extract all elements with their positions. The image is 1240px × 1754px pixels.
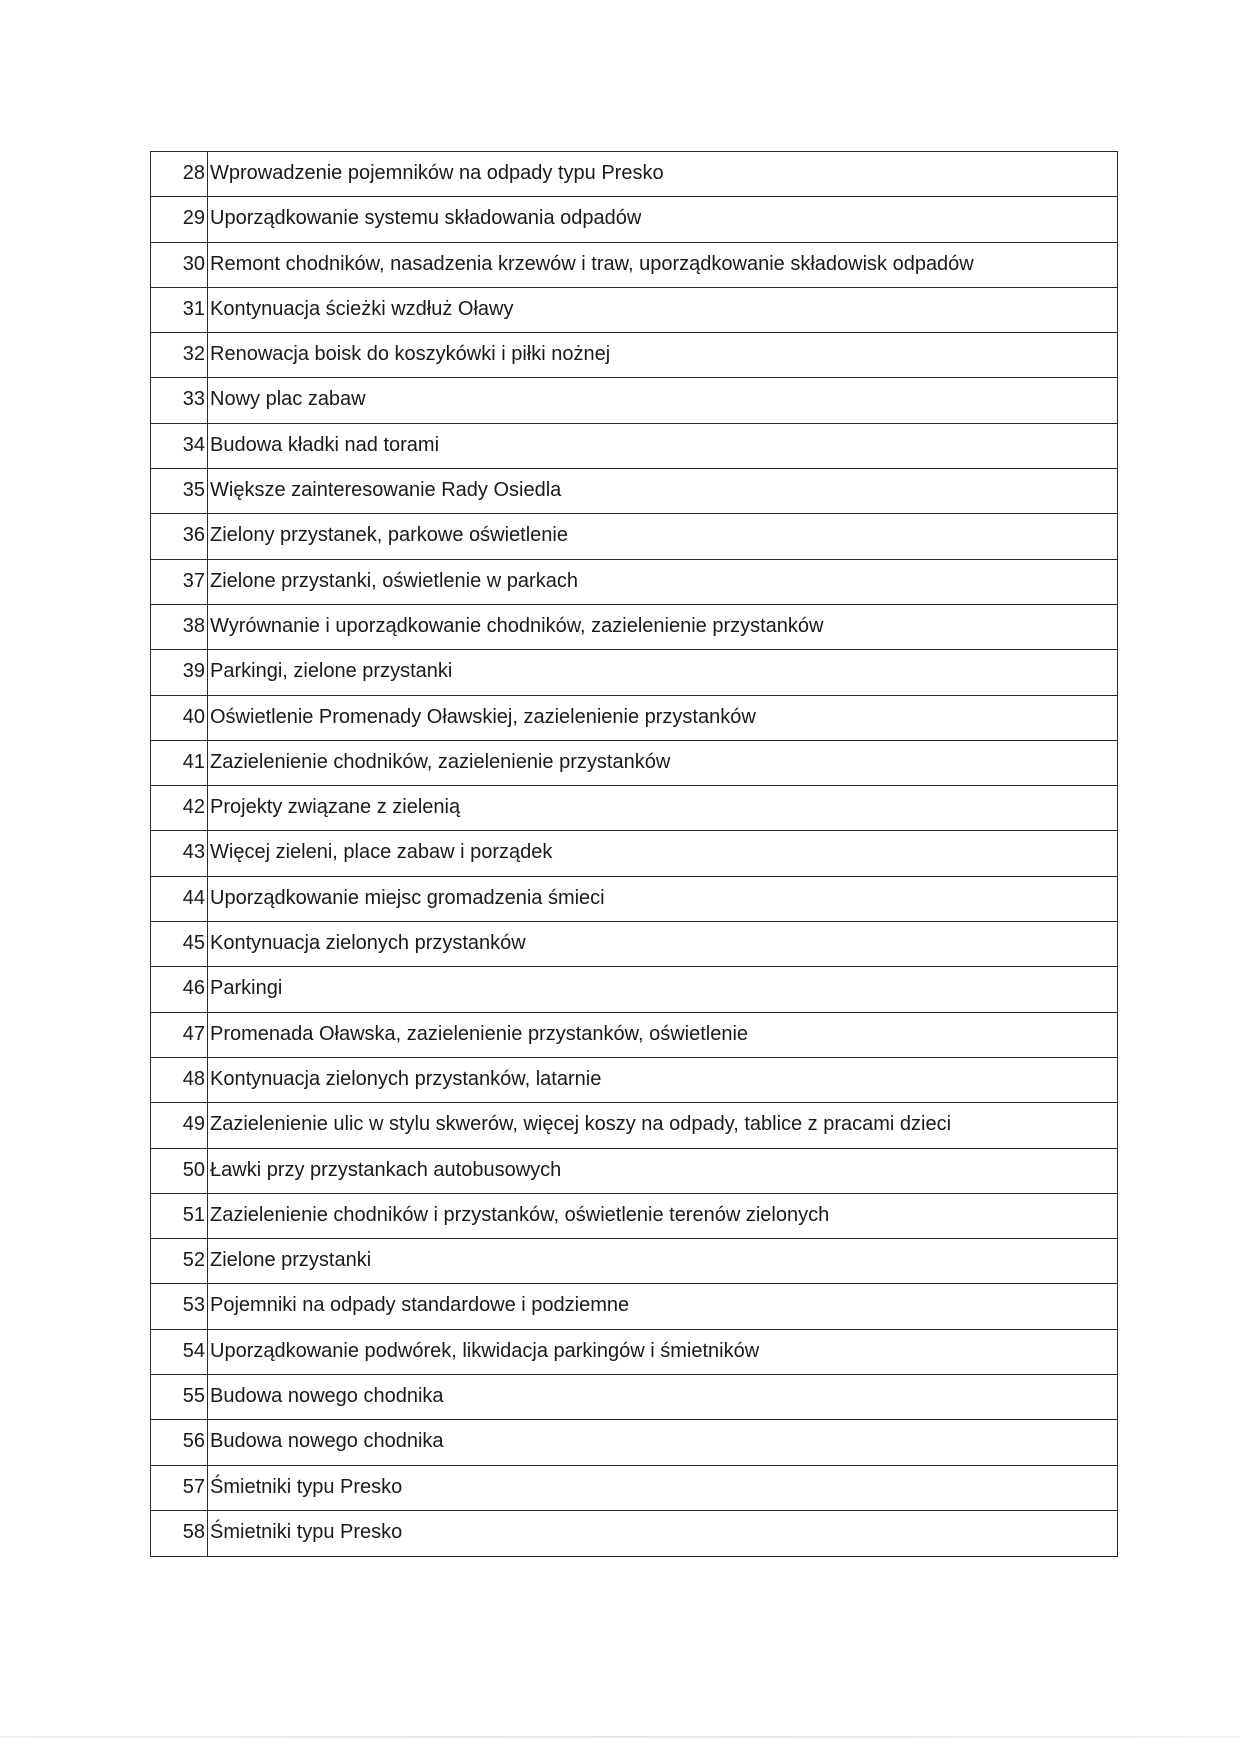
row-text: Promenada Oławska, zazielenienie przystanków, oświetlenie [210, 1022, 749, 1045]
row-text: Projekty związane z zielenią [210, 796, 461, 819]
table-row [151, 696, 1117, 741]
row-number: 49 [151, 1103, 208, 1147]
row-text: Remont chodników, nasadzenia krzewów i traw, uporządkowanie składowisk odpadów [210, 252, 974, 275]
table-row [151, 514, 1117, 559]
row-number: 33 [151, 378, 208, 422]
row-number: 55 [151, 1375, 208, 1419]
table-row [151, 786, 1117, 831]
row-number: 28 [151, 152, 208, 196]
row-text: Oświetlenie Promenady Oławskiej, zazielenienie przystanków [210, 705, 756, 728]
row-text: Zielone przystanki [210, 1249, 372, 1272]
table-row [151, 378, 1117, 423]
row-number: 53 [151, 1284, 208, 1328]
proposals-table [150, 151, 1118, 1557]
row-text: Zazielenienie ulic w stylu skwerów, więcej koszy na odpady, tablice z pracami dzieci [210, 1113, 952, 1136]
table-row [151, 831, 1117, 876]
table-row [151, 741, 1117, 786]
row-text: Parkingi [210, 977, 283, 1000]
row-text: Parkingi, zielone przystanki [210, 660, 453, 683]
table-row [151, 967, 1117, 1012]
row-number: 41 [151, 741, 208, 785]
table-row [151, 1103, 1117, 1148]
table-row [151, 243, 1117, 288]
row-text: Uporządkowanie podwórek, likwidacja parkingów i śmietników [210, 1339, 760, 1362]
row-number: 29 [151, 197, 208, 241]
row-number: 39 [151, 650, 208, 694]
table-row [151, 650, 1117, 695]
table-row [151, 469, 1117, 514]
table-row [151, 1149, 1117, 1194]
row-number: 54 [151, 1330, 208, 1374]
row-text: Zielone przystanki, oświetlenie w parkach [210, 569, 578, 592]
scan-edge-line [0, 1736, 1240, 1738]
row-text: Zazielenienie chodników i przystanków, oświetlenie terenów zielonych [210, 1203, 830, 1226]
row-text: Wprowadzenie pojemników na odpady typu Presko [210, 162, 664, 184]
row-text: Kontynuacja ścieżki wzdłuż Oławy [210, 297, 514, 320]
table-row [151, 152, 1117, 197]
row-number: 30 [151, 243, 208, 287]
table-row [151, 922, 1117, 967]
row-number: 57 [151, 1466, 208, 1510]
row-number: 38 [151, 605, 208, 649]
row-text: Kontynuacja zielonych przystanków [210, 932, 526, 955]
table-row [151, 605, 1117, 650]
row-text: Większe zainteresowanie Rady Osiedla [210, 479, 562, 502]
row-text: Uporządkowanie systemu składowania odpadów [210, 207, 642, 230]
row-text: Renowacja boisk do koszykówki i piłki nożnej [210, 343, 611, 366]
row-number: 34 [151, 424, 208, 468]
row-number: 47 [151, 1013, 208, 1057]
row-number: 42 [151, 786, 208, 830]
row-text: Śmietniki typu Presko [210, 1475, 403, 1498]
row-text: Budowa nowego chodnika [210, 1430, 444, 1453]
table-row [151, 197, 1117, 242]
row-number: 52 [151, 1239, 208, 1283]
row-number: 31 [151, 288, 208, 332]
row-number: 36 [151, 514, 208, 558]
row-text: Nowy plac zabaw [210, 388, 366, 411]
row-number: 56 [151, 1420, 208, 1464]
row-text: Ławki przy przystankach autobusowych [210, 1158, 562, 1181]
row-number: 50 [151, 1149, 208, 1193]
row-number: 44 [151, 877, 208, 921]
table-row [151, 1511, 1117, 1556]
table-row [151, 1058, 1117, 1103]
row-number: 37 [151, 560, 208, 604]
row-text: Więcej zieleni, place zabaw i porządek [210, 841, 553, 864]
table-row [151, 1284, 1117, 1329]
table-row [151, 1466, 1117, 1511]
table-row [151, 1013, 1117, 1058]
row-text: Zielony przystanek, parkowe oświetlenie [210, 524, 568, 547]
row-text: Uporządkowanie miejsc gromadzenia śmieci [210, 886, 605, 909]
row-text: Zazielenienie chodników, zazielenienie przystanków [210, 750, 671, 773]
row-number: 45 [151, 922, 208, 966]
row-number: 58 [151, 1511, 208, 1556]
row-text: Pojemniki na odpady standardowe i podziemne [210, 1294, 630, 1317]
row-number: 35 [151, 469, 208, 513]
row-text: Budowa nowego chodnika [210, 1385, 444, 1408]
table-row [151, 288, 1117, 333]
table-row [151, 333, 1117, 378]
table-row [151, 1194, 1117, 1239]
table-row [151, 1330, 1117, 1375]
row-number: 46 [151, 967, 208, 1011]
row-text: Śmietniki typu Presko [210, 1520, 403, 1543]
table-row [151, 424, 1117, 469]
table-row [151, 1420, 1117, 1465]
table-row [151, 560, 1117, 605]
row-number: 40 [151, 696, 208, 740]
table-row [151, 1239, 1117, 1284]
row-text: Budowa kładki nad torami [210, 433, 440, 456]
row-number: 32 [151, 333, 208, 377]
row-text: Wyrównanie i uporządkowanie chodników, zazielenienie przystanków [210, 614, 824, 637]
table-row [151, 1375, 1117, 1420]
table-row [151, 877, 1117, 922]
row-number: 43 [151, 831, 208, 875]
row-number: 48 [151, 1058, 208, 1102]
row-number: 51 [151, 1194, 208, 1238]
row-text: Kontynuacja zielonych przystanków, latarnie [210, 1067, 602, 1090]
